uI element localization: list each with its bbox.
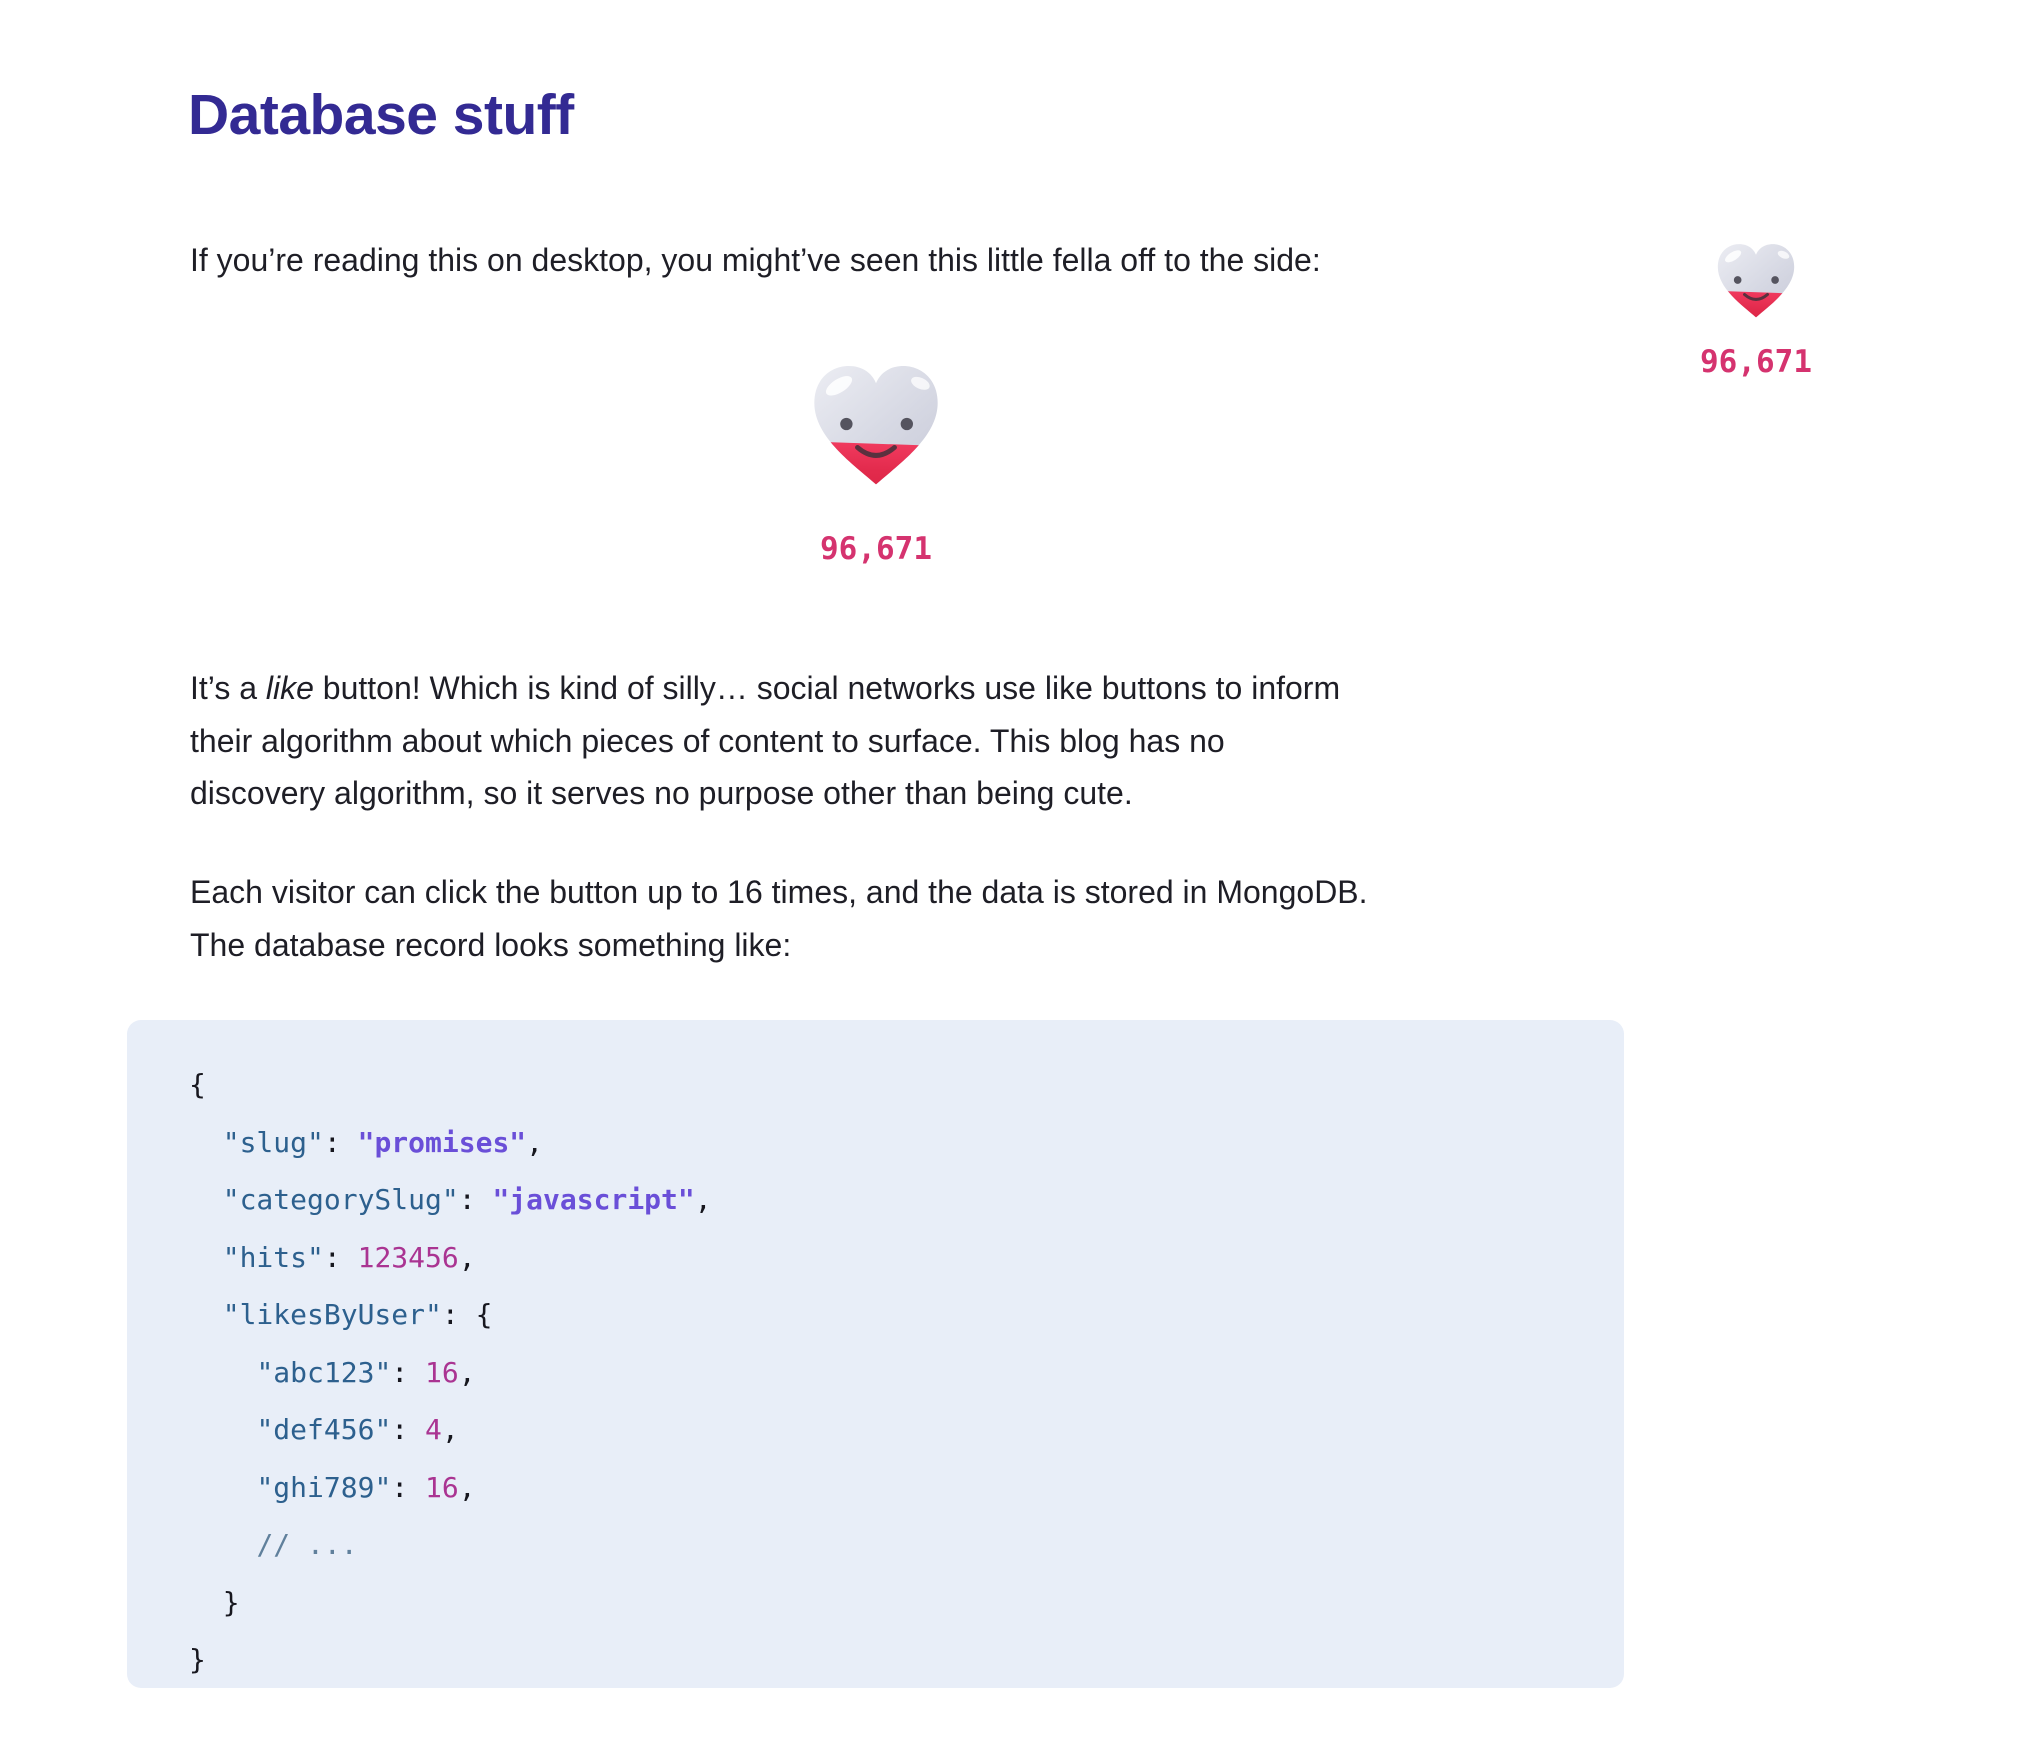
- sidebar-like-button: [1686, 238, 1826, 380]
- main-like-button: [190, 356, 1562, 567]
- mongodb-paragraph: [190, 866, 1670, 971]
- code-line: "abc123": 16,: [256, 1355, 476, 1389]
- code-line: }: [189, 1643, 206, 1676]
- like-explanation-paragraph: [190, 662, 1670, 820]
- code-line: {: [189, 1068, 206, 1101]
- json-code-block: [127, 1020, 1624, 1688]
- paragraph-line: Each visitor can click the button up to 16 times, and the data is stored in MongoDB.: [190, 874, 1368, 910]
- code-line: }: [222, 1585, 240, 1619]
- paragraph-line: discovery algorithm, so it serves no purpose other than being cute.: [190, 775, 1133, 811]
- code-line: "ghi789": 16,: [256, 1470, 476, 1504]
- paragraph-line: The database record looks something like:: [190, 926, 792, 963]
- heart-face-icon[interactable]: [1710, 238, 1802, 322]
- code-line: "categorySlug": "javascript",: [222, 1183, 712, 1216]
- main-like-count: 96,671: [820, 531, 932, 567]
- paragraph-line: their algorithm about which pieces of content to surface. This blog has no: [190, 722, 1225, 759]
- code-line: "def456": 4,: [256, 1413, 459, 1446]
- paragraph-line: It’s a like button! Which is kind of silly… social networks use like buttons to inform: [190, 670, 1341, 706]
- intro-paragraph: If you’re reading this on desktop, you might’ve seen this little fella off to the side:: [190, 242, 1321, 278]
- code-line: "likesByUser": {: [222, 1298, 493, 1331]
- code-line: "hits": 123456,: [222, 1240, 476, 1274]
- heart-face-icon[interactable]: [802, 356, 950, 492]
- code-line: "slug": "promises",: [222, 1125, 544, 1159]
- section-heading: Database stuff: [188, 83, 574, 147]
- code-line: // ...: [256, 1528, 358, 1561]
- sidebar-like-count: 96,671: [1700, 344, 1812, 380]
